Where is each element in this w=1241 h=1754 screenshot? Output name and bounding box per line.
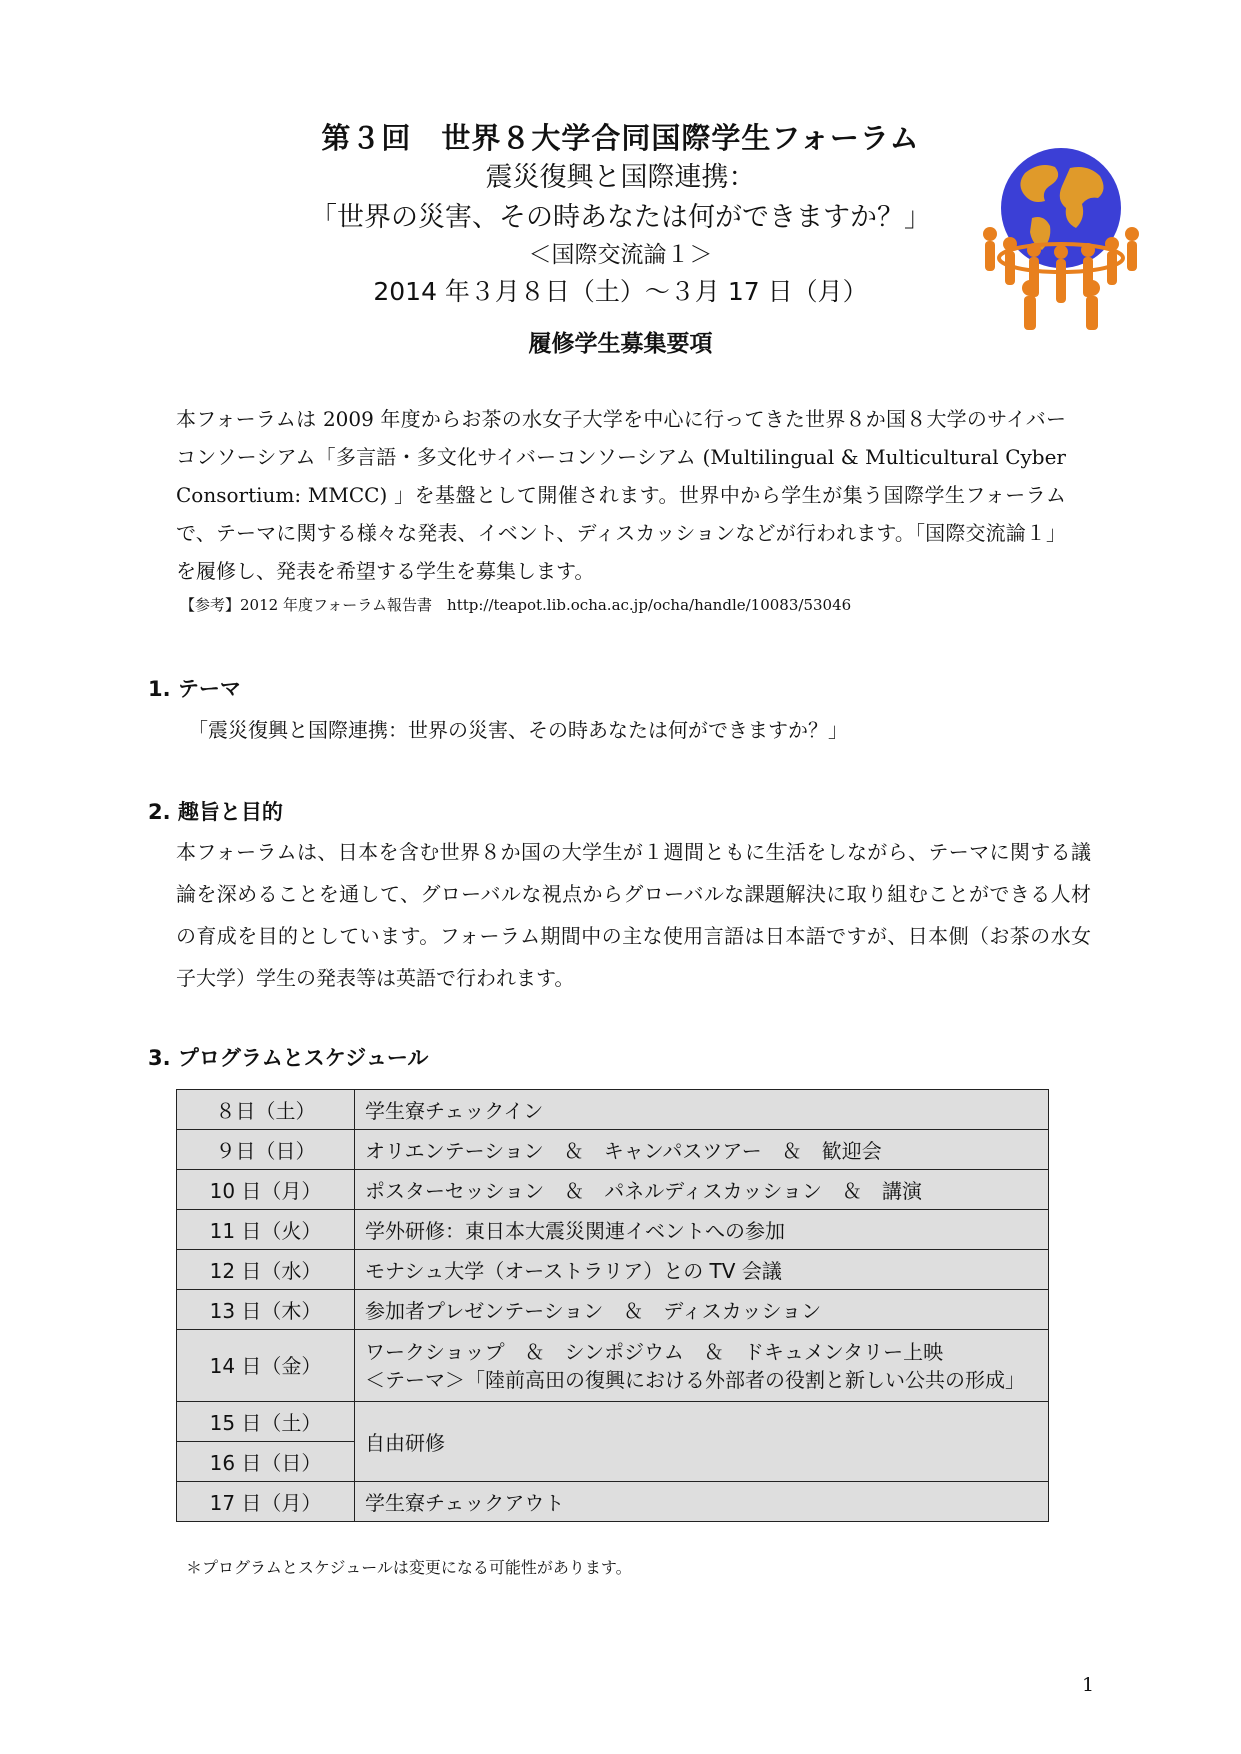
- forum-dates: 2014 年３月８日（土）～３月 17 日（月）: [373, 277, 868, 306]
- schedule-day: ９日（日）: [177, 1130, 355, 1170]
- section-theme-heading: 1. テーマ: [148, 677, 241, 701]
- course-name: ＜国際交流論１＞: [528, 242, 713, 268]
- section-schedule-heading: 3. プログラムとスケジュール: [148, 1046, 429, 1070]
- schedule-note: ＊プログラムとスケジュールは変更になる可能性があります。: [186, 1558, 632, 1577]
- schedule-day: 17 日（月）: [177, 1482, 355, 1522]
- schedule-event: オリエンテーション ＆ キャンパスツアー ＆ 歓迎会: [355, 1130, 1049, 1170]
- forum-subtitle-2: 「世界の災害、その時あなたは何ができますか？」: [310, 202, 931, 233]
- schedule-day: 11 日（火）: [177, 1210, 355, 1250]
- section-theme-body: 「震災復興と国際連携：世界の災害、その時あなたは何ができますか？」: [188, 718, 848, 742]
- schedule-event-theme: ＜テーマ＞「陸前高田の復興における外部者の役割と新しい公共の形成」: [365, 1367, 1025, 1392]
- table-row: [177, 1090, 1049, 1130]
- schedule-day: 12 日（水）: [177, 1250, 355, 1290]
- table-row: [177, 1482, 1049, 1522]
- reference-link[interactable]: 【参考】2012 年度フォーラム報告書 http://teapot.lib.ocha.ac.jp/ocha/handle/10083/53046: [180, 596, 852, 614]
- schedule-event: 学外研修：東日本大震災関連イベントへの参加: [355, 1210, 1049, 1250]
- globe-people-illustration: [970, 138, 1152, 334]
- schedule-event: 学生寮チェックイン: [355, 1090, 1049, 1130]
- schedule-event: 学生寮チェックアウト: [355, 1482, 1049, 1522]
- schedule-day: 15 日（土）: [177, 1402, 355, 1442]
- schedule-day: 16 日（日）: [177, 1442, 355, 1482]
- section-purpose-heading: 2. 趣旨と目的: [148, 800, 283, 824]
- schedule-day: 14 日（金）: [177, 1330, 355, 1402]
- table-row: [177, 1330, 1049, 1402]
- schedule-event: 参加者プレゼンテーション ＆ ディスカッション: [355, 1290, 1049, 1330]
- schedule-event: ポスターセッション ＆ パネルディスカッション ＆ 講演: [355, 1170, 1049, 1210]
- schedule-event: モナシュ大学（オーストラリア）との TV 会議: [355, 1250, 1049, 1290]
- section-purpose-body: 本フォーラムは、日本を含む世界８か国の大学生が１週間ともに生活をしながら、テーマに関する議論を深めることを通して、グローバルな視点からグローバルな課題解決に取り組むことができる人材の育成を目的としています。フォーラム期間中の主な使用言語は日本語ですが、日本側（お茶の水女子大学）学生の発表等は英語で行われます。: [176, 840, 1091, 990]
- schedule-day: 13 日（木）: [177, 1290, 355, 1330]
- page-number: 1: [1082, 1674, 1095, 1696]
- recruitment-heading: 履修学生募集要項: [528, 331, 713, 357]
- intro-paragraph: 本フォーラムは 2009 年度からお茶の水女子大学を中心に行ってきた世界８か国８大学のサイバーコンソーシアム「多言語・多文化サイバーコンソーシアム (Multilingual & Multicultural Cyber Consortium: MMCC) 」を基盤として開催されます。世界中から学生が集う国際学生フォーラムで、テーマに関する様々な発表、イベント、ディスカッションなどが行われます。「国際交流論１」を履修し、発表を希望する学生を募集します。: [176, 407, 1066, 583]
- table-row: [177, 1210, 1049, 1250]
- schedule-day: 10 日（月）: [177, 1170, 355, 1210]
- schedule-event-line: ワークショップ ＆ シンポジウム ＆ ドキュメンタリー上映: [365, 1339, 944, 1364]
- schedule-event: 自由研修: [355, 1402, 1049, 1482]
- table-row: [177, 1402, 1049, 1442]
- schedule-table: [176, 1089, 1049, 1522]
- table-row: [177, 1250, 1049, 1290]
- schedule-event: [355, 1330, 1049, 1402]
- forum-subtitle-1: 震災復興と国際連携：: [485, 162, 756, 193]
- schedule-day: ８日（土）: [177, 1090, 355, 1130]
- table-row: [177, 1170, 1049, 1210]
- forum-title: 第３回 世界８大学合同国際学生フォーラム: [321, 121, 920, 155]
- table-row: [177, 1130, 1049, 1170]
- table-row: [177, 1290, 1049, 1330]
